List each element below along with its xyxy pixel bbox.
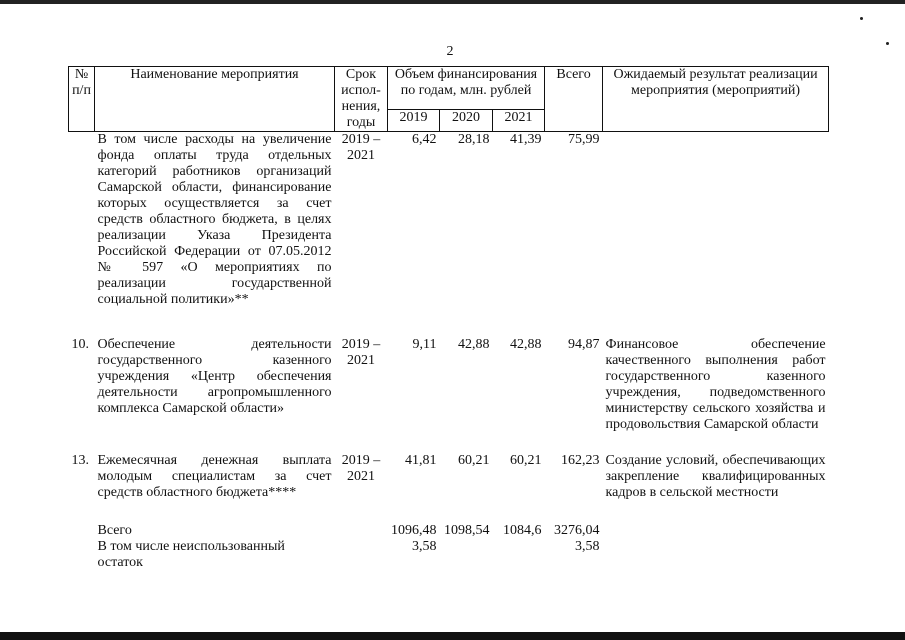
bottom-border-rule xyxy=(0,632,905,640)
table-row-total xyxy=(69,523,829,539)
row-num: 13. xyxy=(71,452,89,468)
row-value-2021: 42,88 xyxy=(510,336,542,352)
row-value-2021: 41,39 xyxy=(510,132,542,147)
page-number: 2 xyxy=(446,44,454,59)
row-value-total: 162,23 xyxy=(561,452,600,468)
row-term: 2019 – 2021 xyxy=(341,336,381,368)
row-value-total: 3,58 xyxy=(575,538,600,554)
table-row xyxy=(69,132,829,337)
row-name: В том числе расходы на увеличение фонда оплаты труда отдельных категорий работников организаций Самарской области, финансирование которых осуществляется за счет средств областного бюджета, в целях реализации Указа Президента Российской Федерации от 07.05.2012 № 597 «О мероприятиях по реализации государственной социальной политики»** xyxy=(97,132,332,307)
row-value-total: 3276,04 xyxy=(554,522,600,538)
table-row xyxy=(69,453,829,523)
row-name: В том числе неиспользованный остаток xyxy=(97,538,285,570)
row-value-2021: 1084,6 xyxy=(503,522,542,538)
row-value-2020: 42,88 xyxy=(458,336,490,352)
top-border-rule xyxy=(0,0,905,4)
header-funding: Объем финансирования по годам, млн. рублей xyxy=(388,67,545,110)
header-term: Срок испол-нения, годы xyxy=(335,67,388,132)
scan-speck xyxy=(860,17,863,20)
row-name: Всего xyxy=(97,522,132,538)
row-value-2019: 6,42 xyxy=(412,132,437,147)
header-year-2019: 2019 xyxy=(388,109,440,131)
header-name: Наименование мероприятия xyxy=(95,67,335,132)
row-num xyxy=(69,539,95,571)
funding-table xyxy=(68,66,829,571)
row-result: Создание условий, обеспечивающих закрепление квалифицированных кадров в сельской местности xyxy=(605,452,826,500)
row-value-2019: 3,58 xyxy=(412,538,437,554)
header-result: Ожидаемый результат реализации мероприятия (мероприятий) xyxy=(603,67,829,132)
row-value-2020: 1098,54 xyxy=(444,522,490,538)
row-value-2020: 60,21 xyxy=(458,452,490,468)
scan-speck xyxy=(886,42,889,45)
row-value-2021: 60,21 xyxy=(510,452,542,468)
row-value-2019: 41,81 xyxy=(405,452,437,468)
header-year-2020: 2020 xyxy=(440,109,493,131)
row-value-2019: 9,11 xyxy=(412,336,437,352)
header-num: № п/п xyxy=(69,67,95,132)
row-num xyxy=(69,523,95,539)
row-num: 10. xyxy=(71,336,89,352)
row-term: 2019 – 2021 xyxy=(341,132,381,163)
header-total: Всего xyxy=(545,67,603,132)
row-result xyxy=(603,523,829,539)
row-value-2020: 28,18 xyxy=(458,132,490,147)
row-value-2021 xyxy=(493,539,545,571)
row-num xyxy=(69,132,95,337)
table-row-unused xyxy=(69,539,829,571)
row-value-2019: 1096,48 xyxy=(391,522,437,538)
row-name: Обеспечение деятельности государственного казенного учреждения «Центр обеспечения деятельности агропромышленного комплекса Самарской области» xyxy=(97,336,332,416)
row-result xyxy=(603,132,829,337)
row-term xyxy=(335,523,388,539)
row-value-total: 75,99 xyxy=(568,132,600,147)
table-row xyxy=(69,337,829,453)
row-value-total: 94,87 xyxy=(568,336,600,352)
row-result xyxy=(603,539,829,571)
row-term: 2019 – 2021 xyxy=(341,452,381,484)
row-result: Финансовое обеспечение качественного выполнения работ государственного казенного учреждения, подведомственного министерству сельского хозяйства и продовольствия Самарской области xyxy=(605,336,826,432)
header-year-2021: 2021 xyxy=(493,109,545,131)
row-term xyxy=(335,539,388,571)
row-value-2020 xyxy=(440,539,493,571)
row-name: Ежемесячная денежная выплата молодым специалистам за счет средств областного бюджета**** xyxy=(97,452,332,500)
